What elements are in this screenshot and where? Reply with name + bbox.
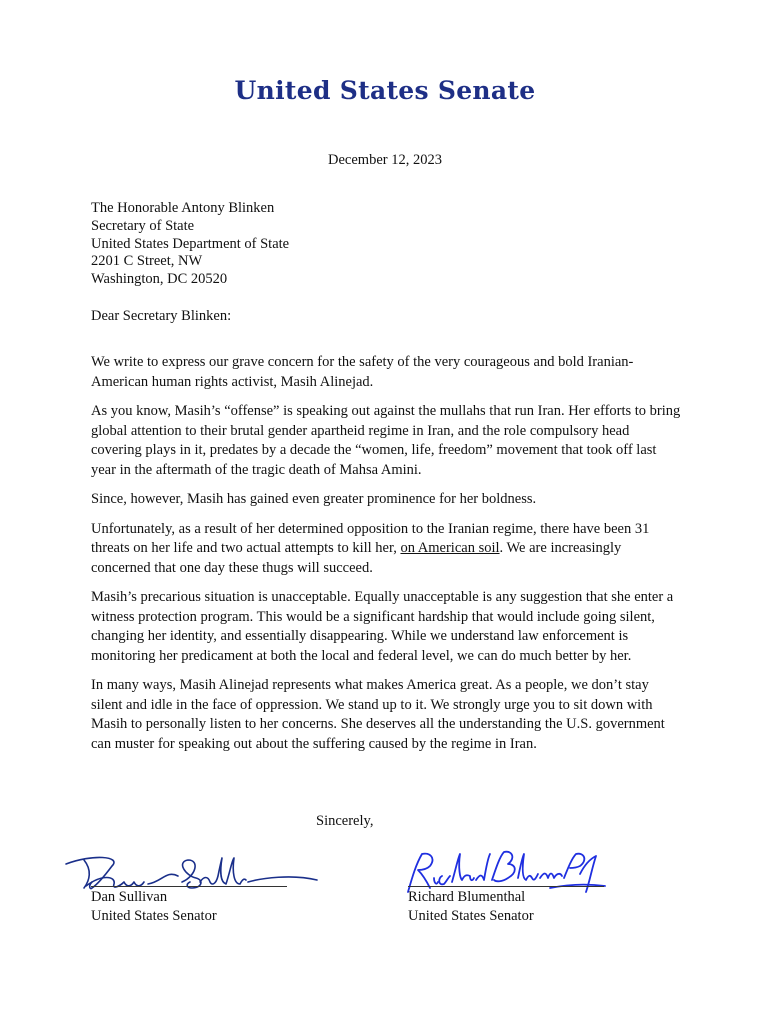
recipient-line: United States Department of State bbox=[91, 235, 290, 252]
closing: Sincerely, bbox=[316, 813, 374, 829]
letterhead-title: United States Senate bbox=[234, 76, 536, 105]
underlined-phrase: on American soil bbox=[400, 540, 500, 556]
paragraph: Since, however, Masih has gained even greater prominence for her boldness. bbox=[91, 491, 537, 507]
letter-body bbox=[91, 353, 682, 764]
signatory-block-sullivan bbox=[91, 888, 217, 926]
recipient-line: The Honorable Antony Blinken bbox=[91, 200, 275, 216]
paragraph-text: Unfortunately, as a result of her determined opposition to the Iranian regime, there have been 31 threats on her life and two actual attempts to kill her, bbox=[91, 520, 650, 556]
recipient-line: Secretary of State bbox=[91, 217, 195, 234]
signatory-title: United States Senator bbox=[408, 908, 534, 924]
letter-date: December 12, 2023 bbox=[328, 152, 442, 168]
paragraph-text: . We are increasingly concerned that one day these thugs will succeed. bbox=[91, 540, 622, 576]
paragraph: In many ways, Masih Alinejad represents what makes America great. As a people, we don’t stay silent and idle in the face of oppression. We stand up to it. We strongly urge you to sit down with Masih to personally listen to her concerns. She deserves all the understanding the U.S. government can muster for speaking out about the suffering caused by the regime in Iran. bbox=[91, 677, 665, 752]
signature-line bbox=[91, 886, 287, 887]
paragraph: As you know, Masih’s “offense” is speaking out against the mullahs that run Iran. Her efforts to bring global attention to their brutal gender apartheid regime in Iran, and the role compulsory head covering plays in it, predates by a decade the “women, life, freedom” movement that took off last year in the aftermath of the tragic death of Mahsa Amini. bbox=[91, 403, 681, 478]
signature-line bbox=[408, 886, 604, 887]
recipient-line: Washington, DC 20520 bbox=[91, 271, 228, 288]
signatory-name: Richard Blumenthal bbox=[408, 889, 526, 905]
recipient-address bbox=[91, 200, 289, 289]
signatory-name: Dan Sullivan bbox=[91, 889, 168, 905]
paragraph bbox=[91, 520, 682, 579]
signatory-title: United States Senator bbox=[91, 908, 217, 924]
salutation: Dear Secretary Blinken: bbox=[91, 308, 232, 324]
paragraph: Masih’s precarious situation is unacceptable. Equally unacceptable is any suggestion that she enter a witness protection program. This would be a significant hardship that would include going silent, changing her identity, and essentially disappearing. While we understand law enforcement is monitoring her predicament at both the local and federal level, we can do much better by her. bbox=[91, 589, 674, 664]
paragraph: We write to express our grave concern for the safety of the very courageous and bold Iranian-American human rights activist, Masih Alinejad. bbox=[91, 354, 634, 390]
recipient-line: 2201 C Street, NW bbox=[91, 253, 203, 270]
signatory-block-blumenthal bbox=[408, 888, 534, 926]
